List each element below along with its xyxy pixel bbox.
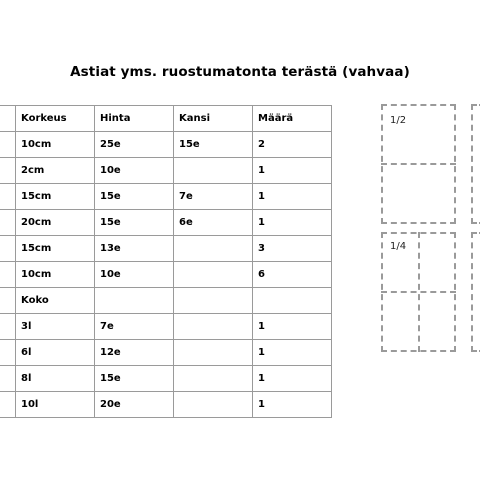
cell-lid bbox=[174, 392, 253, 418]
cell-height: 10cm bbox=[16, 262, 95, 288]
cell-price: 7e bbox=[95, 314, 174, 340]
cell-price: 12e bbox=[95, 340, 174, 366]
gn-half-divider bbox=[381, 163, 456, 165]
cell-quantity: 1 bbox=[253, 340, 332, 366]
cell-quantity: 2 bbox=[253, 132, 332, 158]
cell-quantity: 1 bbox=[253, 184, 332, 210]
cell-height: 6l bbox=[16, 340, 95, 366]
cell-quantity bbox=[253, 288, 332, 314]
table-row bbox=[0, 158, 332, 184]
table-row bbox=[0, 340, 332, 366]
table-row bbox=[0, 184, 332, 210]
page-title: Astiat yms. ruostumatonta terästä (vahvaa) bbox=[70, 64, 410, 80]
cell-lid: 15e bbox=[174, 132, 253, 158]
header-cell-item bbox=[0, 106, 16, 132]
cell-lid: 6e bbox=[174, 210, 253, 236]
cell-lid bbox=[174, 314, 253, 340]
cell-price: 13e bbox=[95, 236, 174, 262]
cell-quantity: 6 bbox=[253, 262, 332, 288]
cell-height: 10cm bbox=[16, 132, 95, 158]
cell-item bbox=[0, 158, 16, 184]
header-cell-price: Hinta bbox=[95, 106, 174, 132]
gn-half-label: 1/2 bbox=[390, 115, 407, 126]
table-row bbox=[0, 366, 332, 392]
cell-item bbox=[0, 314, 16, 340]
gn-quarter-label: 1/4 bbox=[390, 241, 407, 252]
cell-quantity: 3 bbox=[253, 236, 332, 262]
cell-height: 3l bbox=[16, 314, 95, 340]
cell-lid bbox=[174, 288, 253, 314]
cell-quantity: 1 bbox=[253, 158, 332, 184]
cell-item bbox=[0, 392, 16, 418]
cell-price: 15e bbox=[95, 210, 174, 236]
gn-quarter-vdivider bbox=[418, 232, 420, 352]
cell-lid bbox=[174, 158, 253, 184]
cell-item bbox=[0, 132, 16, 158]
price-table bbox=[0, 105, 332, 418]
cell-lid bbox=[174, 262, 253, 288]
cell-height: Koko bbox=[16, 288, 95, 314]
table-row bbox=[0, 392, 332, 418]
cell-item bbox=[0, 210, 16, 236]
cell-price: 10e bbox=[95, 158, 174, 184]
cell-quantity: 1 bbox=[253, 392, 332, 418]
cell-price bbox=[95, 288, 174, 314]
cell-height: 10l bbox=[16, 392, 95, 418]
cell-price: 25e bbox=[95, 132, 174, 158]
cell-quantity: 1 bbox=[253, 366, 332, 392]
table-row bbox=[0, 314, 332, 340]
cell-price: 10e bbox=[95, 262, 174, 288]
gn-extra-box-top bbox=[471, 104, 480, 224]
cell-lid: 7e bbox=[174, 184, 253, 210]
table-row bbox=[0, 210, 332, 236]
cell-lid bbox=[174, 366, 253, 392]
table-row bbox=[0, 132, 332, 158]
cell-height: 2cm bbox=[16, 158, 95, 184]
cell-item bbox=[0, 366, 16, 392]
cell-height: 8l bbox=[16, 366, 95, 392]
gn-extra-box-bottom bbox=[471, 232, 480, 352]
cell-lid bbox=[174, 340, 253, 366]
cell-height: 15cm bbox=[16, 236, 95, 262]
table-header-row bbox=[0, 106, 332, 132]
price-table-body bbox=[0, 106, 332, 418]
cell-item bbox=[0, 262, 16, 288]
cell-item bbox=[0, 184, 16, 210]
cell-height: 15cm bbox=[16, 184, 95, 210]
cell-quantity: 1 bbox=[253, 314, 332, 340]
cell-height: 20cm bbox=[16, 210, 95, 236]
cell-price: 15e bbox=[95, 184, 174, 210]
table-row bbox=[0, 236, 332, 262]
cell-item bbox=[0, 236, 16, 262]
header-cell-lid: Kansi bbox=[174, 106, 253, 132]
cell-price: 15e bbox=[95, 366, 174, 392]
cell-item bbox=[0, 288, 16, 314]
cell-price: 20e bbox=[95, 392, 174, 418]
table-row bbox=[0, 288, 332, 314]
cell-quantity: 1 bbox=[253, 210, 332, 236]
header-cell-height: Korkeus bbox=[16, 106, 95, 132]
cell-item bbox=[0, 340, 16, 366]
cell-lid bbox=[174, 236, 253, 262]
table-row bbox=[0, 262, 332, 288]
header-cell-quantity: Määrä bbox=[253, 106, 332, 132]
